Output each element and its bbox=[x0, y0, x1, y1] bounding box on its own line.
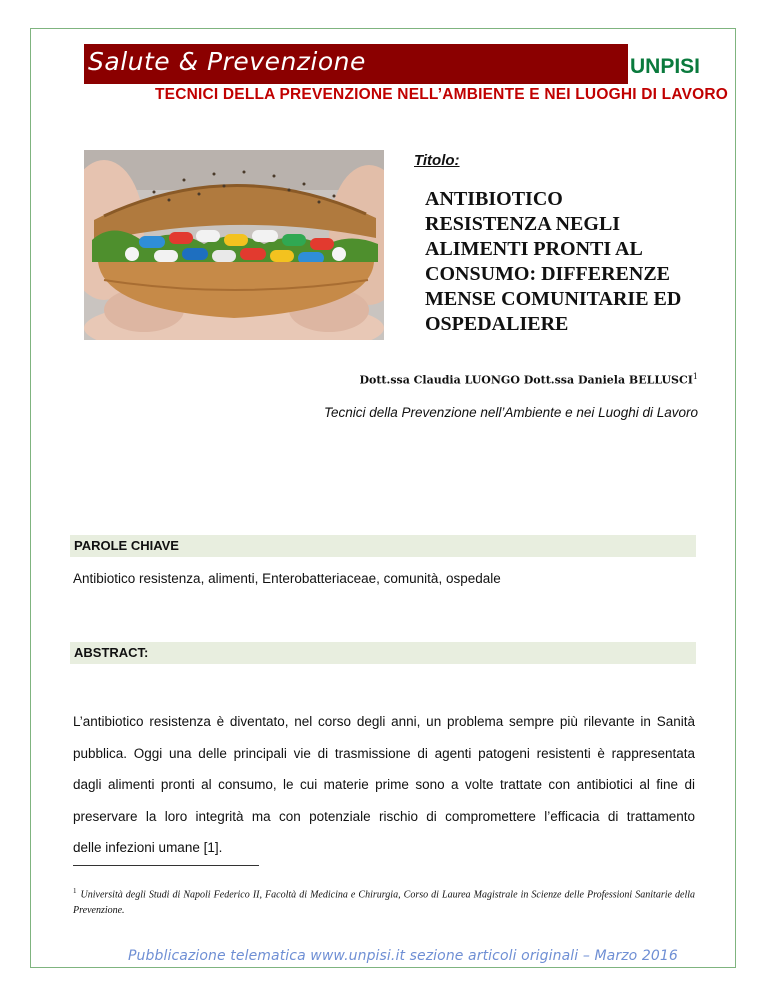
article-title-line: OSPEDALIERE bbox=[425, 313, 569, 335]
article-title-line: ALIMENTI PRONTI AL bbox=[425, 238, 643, 260]
article-title bbox=[425, 187, 715, 337]
header-subtitle: TECNICI DELLA PREVENZIONE NELL’AMBIENTE E NEI LUOGHI DI LAVORO bbox=[155, 86, 729, 103]
footnote-text: Università degli Studi di Napoli Federico II, Facoltà di Medicina e Chirurgia, Corso di Laurea Magistrale in Scienze delle Professioni Sanitarie della Prevenzione. bbox=[73, 889, 695, 917]
article-title-line: ANTIBIOTICO bbox=[425, 188, 563, 210]
author-footnote-mark: 1 bbox=[692, 372, 698, 381]
footer-publication-note: Pubblicazione telematica www.unpisi.it sezione articoli originali – Marzo 2016 bbox=[128, 948, 678, 964]
abstract-line: L’antibiotico resistenza è diventato, nel corso degli anni, un problema sempre più rilevante in Sanità bbox=[73, 714, 695, 729]
title-label: Titolo: bbox=[414, 152, 460, 169]
article-title-line: CONSUMO: DIFFERENZE bbox=[425, 263, 671, 285]
sandwich-with-pills-photo bbox=[84, 150, 384, 340]
footnote-separator bbox=[73, 865, 259, 866]
brand-logo-text: UNPISI bbox=[630, 55, 701, 78]
article-title-line: RESISTENZA NEGLI bbox=[425, 213, 621, 235]
keywords-text: Antibiotico resistenza, alimenti, Enterobatteriaceae, comunità, ospedale bbox=[73, 571, 501, 586]
abstract-line: preservare la loro integrità ma con potenziale rischio di compromettere l’efficacia di trattamento bbox=[73, 808, 695, 824]
article-title-line: MENSE COMUNITARIE ED bbox=[425, 288, 682, 310]
journal-title: Salute & Prevenzione bbox=[88, 47, 366, 76]
footnote bbox=[73, 883, 695, 919]
abstract-line: delle infezioni umane [1]. bbox=[73, 840, 223, 855]
author-line bbox=[359, 372, 698, 387]
abstract-heading: ABSTRACT: bbox=[70, 642, 696, 664]
abstract-line: dagli alimenti pronti al consumo, le cui materie prime sono a volte trattate con antibiotici al fine di bbox=[73, 777, 695, 792]
abstract-body bbox=[73, 706, 695, 864]
abstract-line: pubblica. Oggi una delle principali vie di trasmissione di agenti patogeni resistenti è rappresentata bbox=[73, 745, 695, 761]
author-names: Dott.ssa Claudia LUONGO Dott.ssa Daniela BELLUSCI bbox=[359, 373, 693, 387]
author-affiliation: Tecnici della Prevenzione nell’Ambiente e nei Luoghi di Lavoro bbox=[324, 405, 698, 420]
footnote-mark: 1 bbox=[73, 887, 77, 895]
keywords-heading: PAROLE CHIAVE bbox=[70, 535, 696, 557]
